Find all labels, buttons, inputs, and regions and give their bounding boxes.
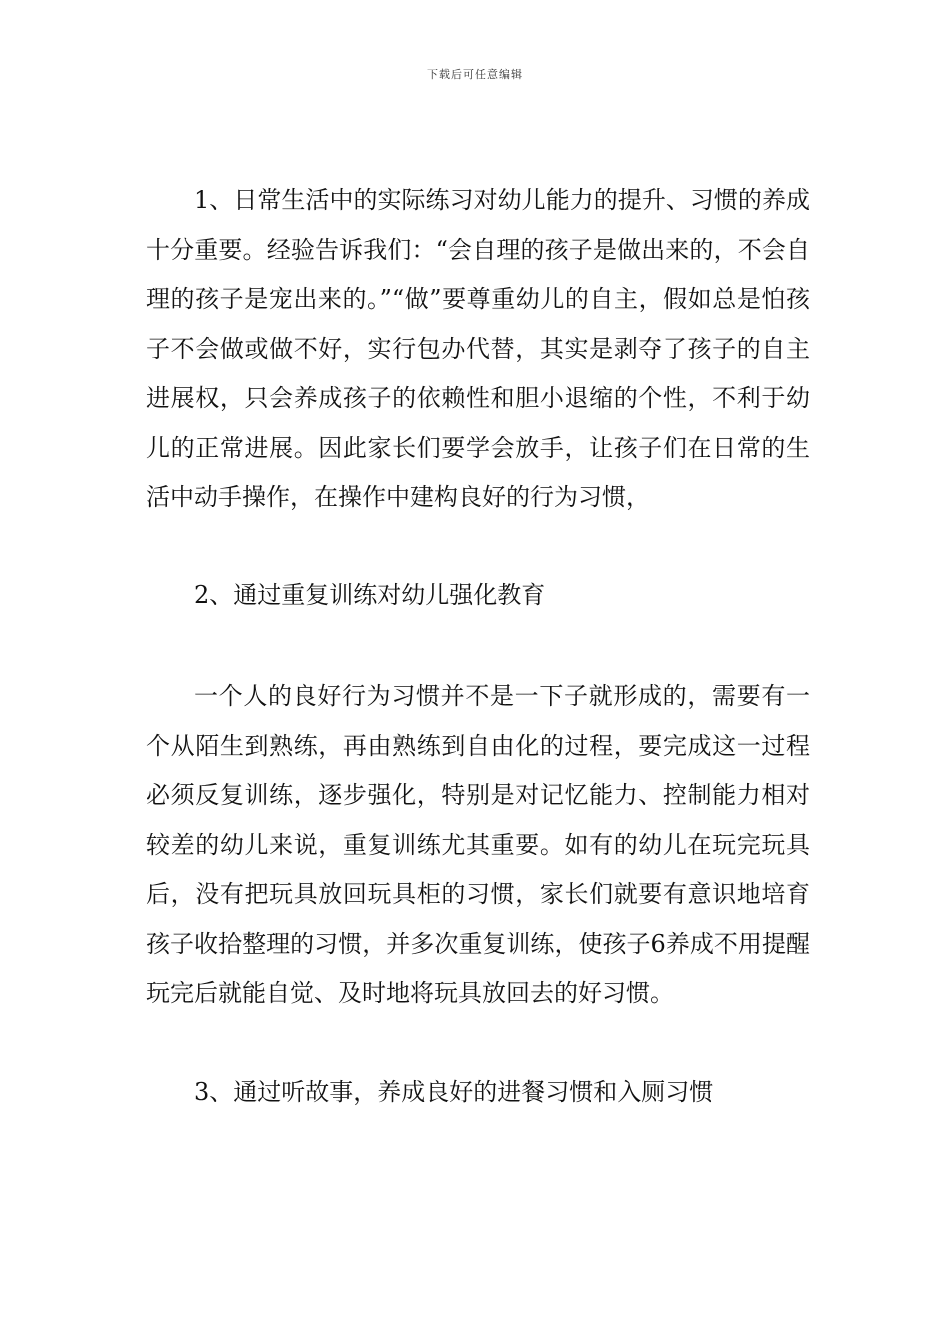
section-heading-3: 3、通过听故事，养成良好的进餐习惯和入厕习惯 — [194, 1077, 714, 1106]
header-note: 下载后可任意编辑 — [427, 68, 523, 81]
document-body — [146, 176, 810, 1117]
section-heading-2: 2、通过重复训练对幼儿强化教育 — [194, 580, 546, 609]
paragraph-2: 一个人的良好行为习惯并不是一下子就形成的，需要有一个从陌生到熟练，再由熟练到自由化的过程，要完成这一过程必须反复训练，逐步强化，特别是对记忆能力、控制能力相对较差的幼儿来说，重复训练尤其重要。如有的幼儿在玩完玩具后，没有把玩具放回玩具柜的习惯，家长们就要有意识地培育孩子收拾整理的习惯，并多次重复训练，使孩子6养成不用提醒玩完后就能自觉、及时地将玩具放回去的好习惯。 — [146, 682, 810, 1007]
paragraph-1: 1、日常生活中的实际练习对幼儿能力的提升、习惯的养成十分重要。经验告诉我们：“会自理的孩子是做出来的，不会自理的孩子是宠出来的。”“做”要尊重幼儿的自主，假如总是怕孩子不会做或做不好，实行包办代替，其实是剥夺了孩子的自主进展权，只会养成孩子的依赖性和胆小退缩的个性，不利于幼儿的正常进展。因此家长们要学会放手，让孩子们在日常的生活中动手操作，在操作中建构良好的行为习惯， — [146, 186, 810, 511]
